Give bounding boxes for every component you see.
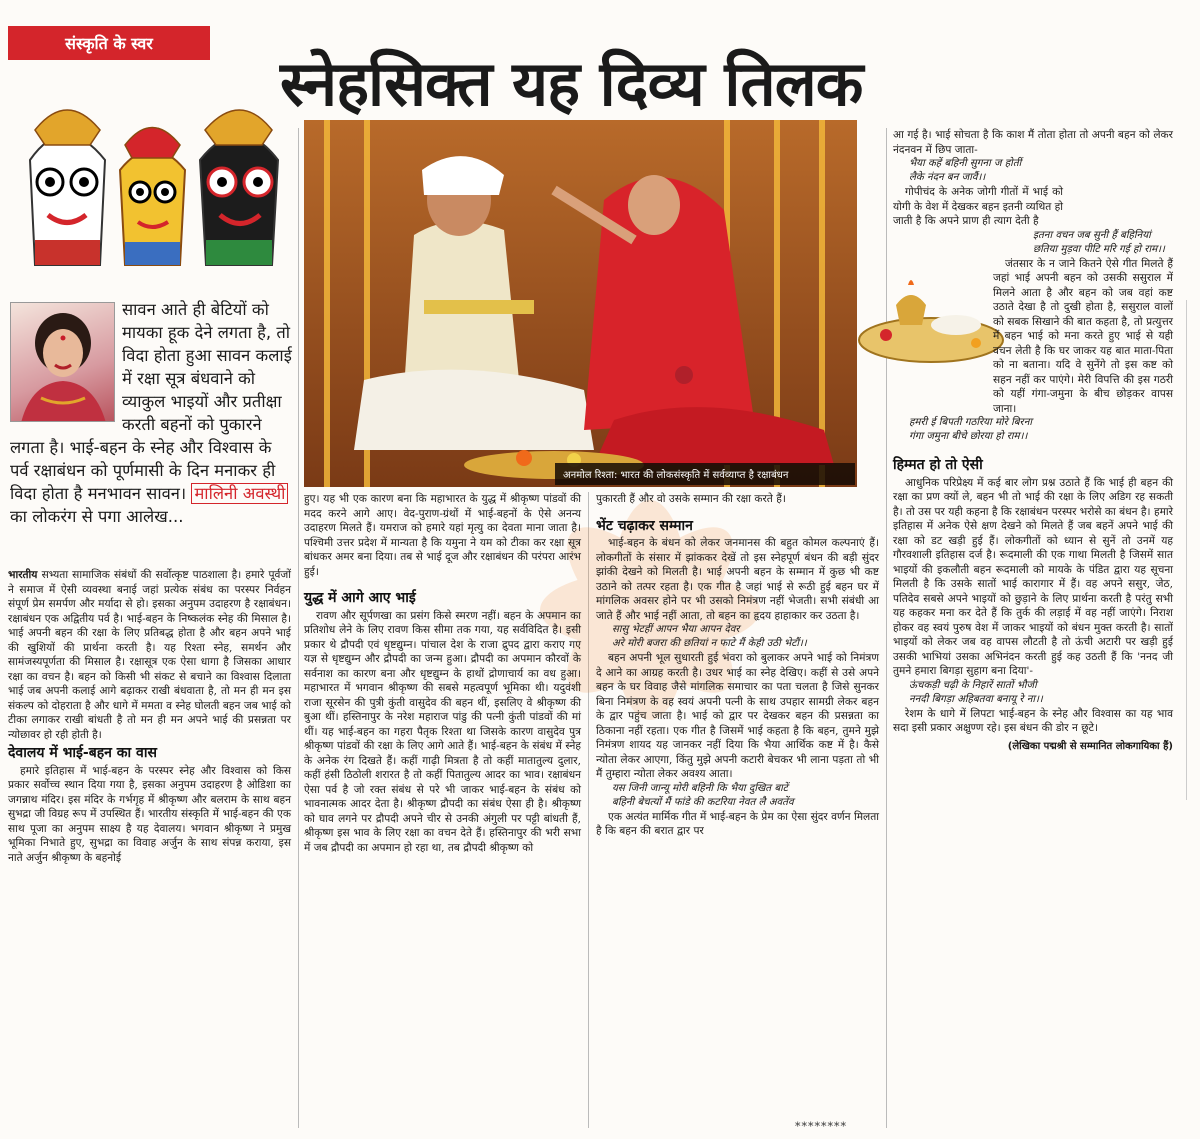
poem-line: गंगा जमुना बीचे छोरया हो राम।। <box>909 431 1028 442</box>
subheading-himmat: हिम्मत हो तो ऐसी <box>893 457 983 473</box>
intro-photo-space <box>10 298 122 426</box>
poem-line: ननदी बिगड़ा अहिबतवा बनायू रे ना।। <box>909 693 1043 705</box>
col3-paragraph-2: भाई-बहन के बंधन को लेकर जनमानस की बहुत कोमल कल्पनाएं हैं। लोकगीतों के संसार में झांककर देखें तो इस स्नेहपूर्ण बंधन की बड़ी सुंदर झांकी देखने को मिलती है। भाई अपनी बहन के सम्मान में कुछ भी कष्ट उठाने को तत्पर रहता है। एक गीत है जहां भाई से रूठी हुई बहन घर में मांगलिक अवसर होने पर भी उसको निमंत्रण नहीं भेजती। सभी संबंधी आ जाते हैं और भाई नहीं आता, तो बहन का हृदय हाहाकार कर उठता है। <box>596 537 879 622</box>
column-rule <box>298 128 299 1128</box>
section-tag: संस्कृति के स्वर <box>8 26 210 60</box>
col2-paragraph-1: हुए। यह भी एक कारण बना कि महाभारत के युद्ध में श्रीकृष्ण पांडवों की मदद करने आगे आए। वेद-पुराण-ग्रंथों में भाई-बहनों के ऐसे अनन्य उदाहरण मिलते हैं। यमराज को हमारे यहां मृत्यु का देवता माना जाता है। पश्चिमी उत्तर प्रदेश में मान्यता है कि यमुना ने यम को टीका कर रक्षा सूत्र बांधकर अमर बना दिया। तब से भाई दूज और रक्षाबंधन की परंपरा आरंभ हुई। <box>304 493 581 578</box>
folk-song-5 <box>893 416 1173 444</box>
end-mark: ******** <box>795 1120 847 1133</box>
intro-tail: का लोकरंग से पगा आलेख... <box>10 507 184 526</box>
poem-line: लैके नंदन बन जावैं।। <box>909 172 986 183</box>
col3-paragraph-1: पुकारती हैं और वो उसके सम्मान की रक्षा करते हैं। <box>596 493 786 505</box>
col4-paragraph-5: रेशम के धागे में लिपटा भाई-बहन के स्नेह और विश्वास का यह भाव सदा इसी प्रकार अक्षुण्ण रहे। इस बंधन की डोर न छूटे। <box>893 707 1173 734</box>
intro-text: सावन आते ही बेटियों को मायका हूक देने लगता है, तो विदा होता हुआ सावन कलाई में रक्षा सूत्र बंधवाने को व्याकुल भाइयों और प्रतीक्षा करती बहनों को पुकारने लगता है। भाई-बहन के स्नेह और विश्वास के पर्व रक्षाबंधन को पूर्णमासी के दिन मनाकर ही विदा होता है मनभावन सावन। <box>10 300 292 503</box>
folk-song-4 <box>893 229 1173 257</box>
col2-paragraph-2: रावण और सूर्पणखा का प्रसंग किसे स्मरण नहीं। बहन के अपमान का प्रतिशोध लेने के लिए रावण किस सीमा तक गया, यह सर्वविदित है। इसी प्रकार थे द्रौपदी एवं धृष्टद्युम्न। पांचाल देश के राजा द्रुपद द्वारा कराए गए यज्ञ से धृष्टद्युम्न और द्रौपदी का जन्म हुआ। द्रौपदी का अपमान कौरवों के सर्वनाश का कारण बना और धृष्टद्युम्न के हाथों द्रोणाचार्य का वध हुआ। महाभारत में भगवान श्रीकृष्ण की सबसे महत्वपूर्ण भूमिका थी। यदुवंशी राजा सूरसेन की पुत्री कुंती वासुदेव की बहन थीं, इसलिए वे श्रीकृष्ण की बुआ थीं। हस्तिनापुर के नरेश महाराज पांडु की पत्नी कुंती पांडवों की मां थीं। यह भाई-बहन का गहरा पैतृक रिश्ता था जिसके कारण वासुदेव पुत्र श्रीकृष्ण पांडवों की रक्षा के लिए आगे आते हैं। भाई-बहन के संबंध में स्नेह के अनेक रंग दिखते हैं। कहीं गाढ़ी मित्रता है तो कहीं मातातुल्य दुलार, कहीं हंसी ठिठोली शरारत है तो कहीं पितातुल्य आदर का भाव। रक्षाबंधन ऐसा पर्व है जो रक्त संबंध से परे भी जाकर भाई-बहन के संबंध को भावनात्मक आदर देता है। श्रीकृष्ण द्रौपदी का संबंध ऐसा ही है। श्रीकृष्ण को घाव लगने पर द्रौपदी अपने चीर से उनकी अंगुली पर पट्टी बांधती हैं, श्रीकृष्ण इस भाव के लिए रक्षा का वचन देते हैं। हस्तिनापुर की भरी सभा में जब द्रौपदी का अपमान हो रहा था, तब द्रौपदी श्रीकृष्ण को <box>304 609 581 854</box>
jagannath-figure <box>200 110 278 265</box>
poem-line: इतना वचन जब सुनी हैं बहिनियां <box>1033 229 1151 241</box>
author-footnote: (लेखिका पद्मश्री से सम्मानित लोकगायिका हैं) <box>1007 740 1173 752</box>
adjacent-page-edge <box>1186 300 1200 800</box>
poem-line: छतिया मुड़वा पीटि मरि गई हो राम।। <box>1033 243 1165 255</box>
col4-paragraph-2: गोपीचंद के अनेक जोगी गीतों में भाई को योगी के वेश में देखकर बहन इतनी व्यथित हो जाती है कि अपने प्राण ही त्याग देती है <box>893 186 1063 227</box>
col4-paragraph-4: आधुनिक परिप्रेक्ष्य में कई बार लोग प्रश्न उठाते हैं कि भाई ही बहन की रक्षा का प्रण क्यों ले, बहन भी तो भाई की रक्षा के लिए अडिग रह सकती है। तो उस पर यही कहना है कि रक्षाबंधन परस्पर भरोसे का बंधन है। हमारे इतिहास में अनेक ऐसे क्षण देखने को मिलते हैं जब बहनें अपने भाई की रक्षा को डट खड़ी हुई हैं। लोकगीतों को ध्यान से सुनें तो उनमें यह गौरवशाली इतिहास दर्ज है। रूदमाली की एक गाथा मिलती है जिसमें सात भाइयों की इकलौती बहन रूदमाली को मायके के पंडित द्वारा यह सूचना मिलती है कि उसके सातों भाई कारागार में हैं। वह अपने ससुर, जेठ, पतिदेव सबसे अपने भाइयों को छुड़ाने के लिए प्रार्थना करती है परंतु सभी यह कहकर मना कर देते हैं कि तुर्क की लड़ाई में वह नहीं जाएंगे। निराश होकर वह स्वयं पुरुष वेश में जाकर भाइयों को बंधन मुक्त करती है। सातों भाइयों को लेकर जब वह वापस लौटती है तो ऊंची अटारी पर खड़ी हुई उसकी भाभियां उसका अभिनंदन करती हुई कह उठती हैं कि 'ननद जी तुमने हमारा बिगड़ा सुहाग बना दिया'- <box>893 476 1173 677</box>
balabhadra-figure <box>30 110 105 265</box>
drop-word: भारतीय <box>8 569 38 581</box>
headline: स्नेहसिक्त यह दिव्य तिलक <box>280 47 863 120</box>
rakshabandhan-photo <box>304 120 857 487</box>
col4-paragraph-3: जंतसार के न जाने कितने ऐसे गीत मिलते हैं जहां भाई अपनी बहन को उसकी ससुराल में मिलने आता है और बहन को जब वहां कष्ट उठाते देखा है तो दुखी होता है, ससुराल वालों को सबक सिखाने की बात कहता है, तो प्रत्युत्तर में बहन भाई को मना करते हुए भाई से यही वचन लेती है कि घर जाकर यह बात माता-पिता को ना बताना। यदि वे सुनेंगे तो इस कष्ट को सहन नहीं कर पाएंगे। मेरी विपत्ति की इस गठरी को यहीं गंगा-जमुना के बीच छोड़कर वापस जाना। <box>993 257 1173 415</box>
poem-line: ऊंचकड़ी चढ़ी के निहारें सातों भौजी <box>909 679 1037 691</box>
folk-song-2 <box>596 782 879 810</box>
article-column-4 <box>893 128 1173 754</box>
jagannath-deities-illustration <box>20 90 285 275</box>
author-name: मालिनी अवस्थी <box>191 483 288 504</box>
poem-line: यस जिनी जान्यू मोरी बहिनी कि भैया दुखित बाटें <box>612 782 788 794</box>
poem-line: अरे मोरी बजरा की छतियां न फाटे मैं केही उठी भेटौं।। <box>612 638 807 649</box>
folk-song-3 <box>893 157 1173 185</box>
col3-paragraph-4: एक अत्यंत मार्मिक गीत में भाई-बहन के प्रेम का ऐसा सुंदर वर्णन मिलता है कि बहन की बरात द्वार पर <box>596 810 879 837</box>
col1-paragraph-2: हमारे इतिहास में भाई-बहन के परस्पर स्नेह और विश्वास को किस प्रकार सर्वोच्च स्थान दिया गया है, इसका अनुपम उदाहरण है ओडिशा का जगन्नाथ मंदिर। इस मंदिर के गर्भगृह में श्रीकृष्ण और बलराम के साथ बहन सुभद्रा जी विग्रह रूप में उपस्थित हैं। भारतीय संस्कृति में भाई-बहन की एक साथ पूजा का अनुपम साक्ष्य है यह देवालय। भगवान श्रीकृष्ण ने प्रमुख भूमिका निभाते हुए, सुभद्रा का विवाह अर्जुन के साथ संपन्न कराया, इस नाते अर्जुन श्रीकृष्ण के बहनोई <box>8 764 291 864</box>
col3-paragraph-3: बहन अपनी भूल सुधारती हुई भंवरा को बुलाकर अपने भाई को निमंत्रण दे आने का आग्रह करती है। उधर भाई का स्नेह देखिए। कहीं से उसे अपने बहन के घर विवाह जैसे मांगलिक समाचार का पता चलता है जिसे सुनकर बिना निमंत्रण के वह स्वयं अपनी पत्नी के साथ उपहार सामग्री लेकर बहन के द्वार पहुंच जाता है। भाई को द्वार पर देखकर बहन की प्रसन्नता का ठिकाना नहीं रहता। एक गीत है जिसमें भाई कहता है कि बहन, तुमने मुझे निमंत्रण शायद यह जानकर नहीं दिया कि भैया आर्थिक कष्ट में है। कैसे न्योता लेकर आएगा, किंतु मुझे अपनी कटारी बेचकर भी लाना पड़ता तो भी मैं तुम्हारा न्योता लेकर अवश्य आता। <box>596 652 879 780</box>
poem-line: हमरी ई बिपती गठरिया मोरे बिरना <box>909 417 1033 428</box>
article-column-3 <box>596 492 879 839</box>
subheading-devalay: देवालय में भाई-बहन का वास <box>8 745 157 761</box>
col4-paragraph-1: आ गई है। भाई सोचता है कि काश मैं तोता होता तो अपनी बहन को लेकर नंदनवन में छिप जाता- <box>893 129 1173 156</box>
article-column-2 <box>304 492 581 855</box>
folk-song-6 <box>893 679 1173 707</box>
subhadra-figure <box>120 128 185 266</box>
subheading-yuddh: युद्ध में आगे आए भाई <box>304 590 416 606</box>
intro-blurb <box>10 298 292 528</box>
poem-line: बहिनी बेचत्यों मैं फांडे की कटरिया नेवत लै अवतेंव <box>612 796 794 808</box>
article-column-1 <box>8 568 291 865</box>
poem-line: सासु भेटहीं आपन भैया आपन देवर <box>612 624 740 635</box>
col1-paragraph-1: सभ्यता सामाजिक संबंधों की सर्वोत्कृष्ट पाठशाला है। हमारे पूर्वजों ने समाज में ऐसी व्यवस्था बनाई जहां प्रत्येक संबंध का परस्पर निर्वहन संपूर्ण प्रेम समर्पण और मर्यादा से हो। इसका अनुपम उदाहरण है रक्षाबंधन। रक्षाबंधन एक अद्वितीय पर्व है। भाई-बहन के निष्कलंक स्नेह की मिसाल है। भाई अपनी बहन की रक्षा के लिए प्रतिबद्ध होता है और बहन अपने भाई की खुशियों की प्रार्थना करती है। यह रिश्ता स्नेह, समर्थन और सामंजस्यपूर्णता की मिसाल है। रक्षासूत्र एक ऐसा धागा है जिसका आधार रक्षा का वचन है। बहन को किसी भी संकट से बचाने का विश्वास दिलाता भाई जब अपनी कलाई आगे बढ़ाकर राखी बंधवाता है, तो मन ही मन इस संकल्प को दोहराता है और धागे में ममता व स्नेह घोलती बहन जब भाई को टीका लगाकर राखी बांधती है तो मन ही मन अपने भाई की प्रसन्नता पर न्योछावर हो रही होती है। <box>8 569 291 741</box>
subheading-bhent: भेंट चढ़ाकर सम्मान <box>596 517 693 534</box>
photo-caption: अनमोल रिश्ता: भारत की लोकसंस्कृति में सर्वव्याप्त है रक्षाबंधन <box>555 463 855 485</box>
folk-song-1 <box>596 623 879 651</box>
poem-line: भैया कहें बहिनी सुगना ज होतीं <box>909 158 1022 169</box>
